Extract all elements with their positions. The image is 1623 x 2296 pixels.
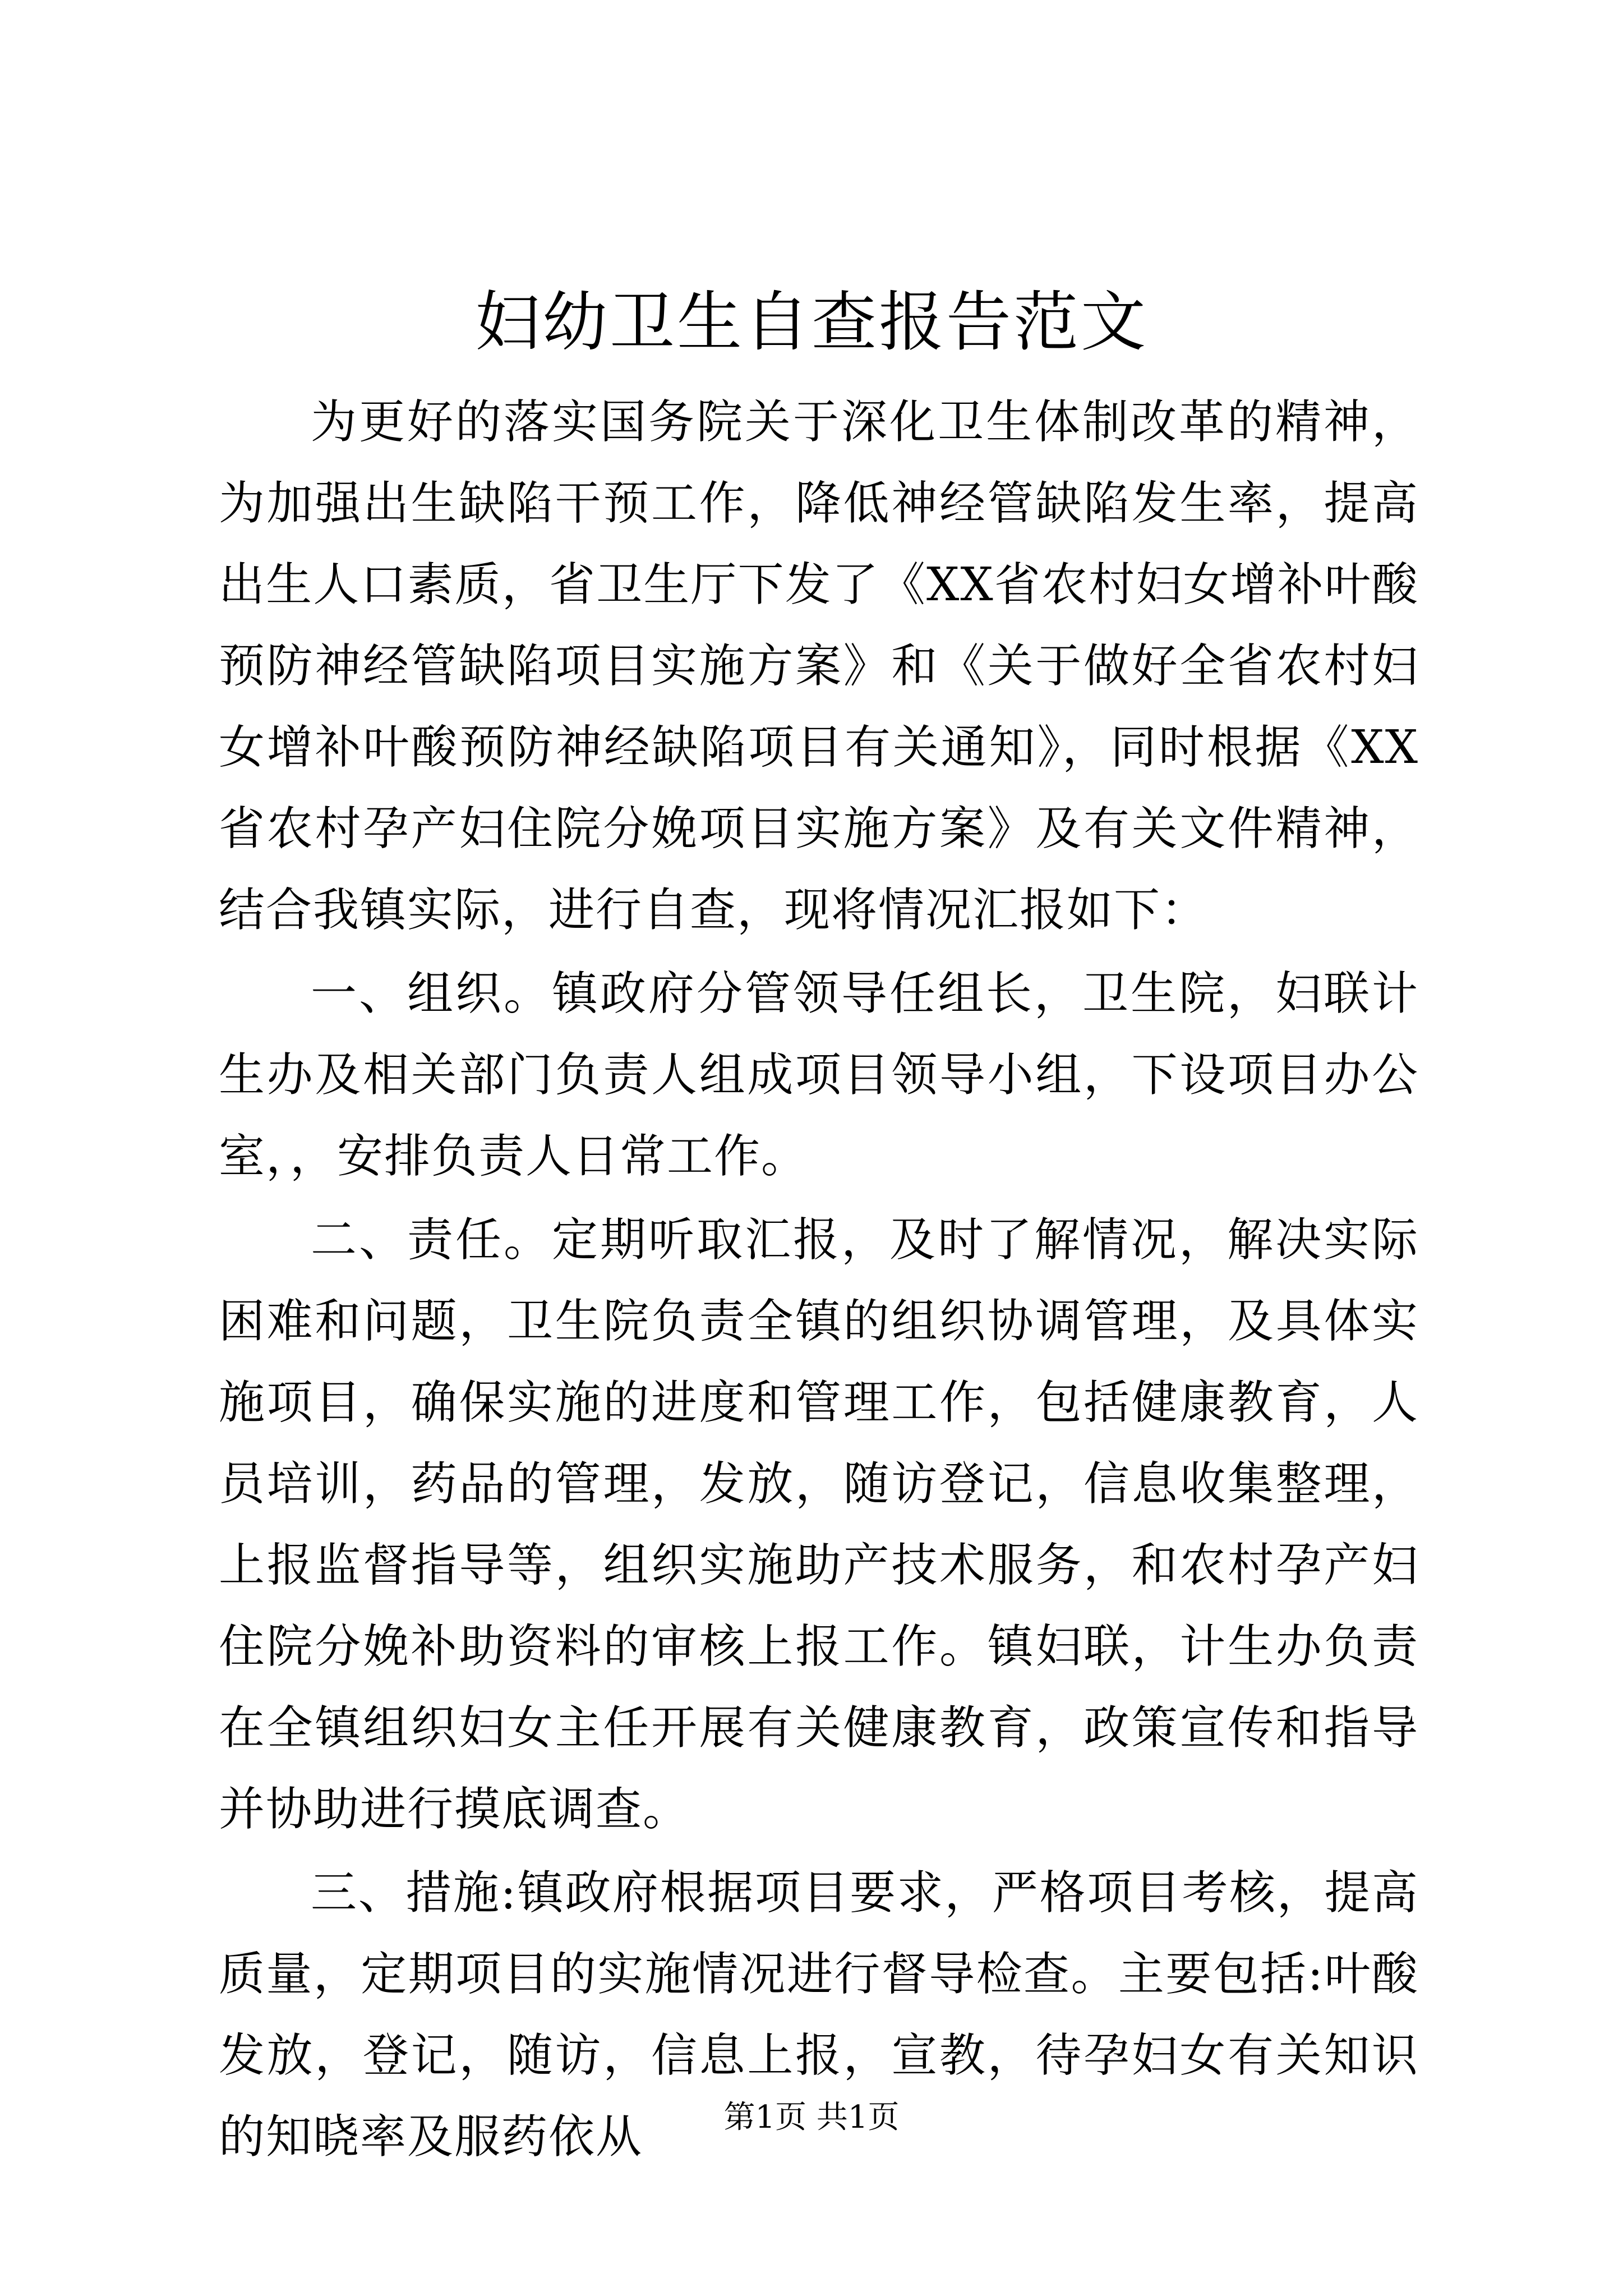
paragraph-organization: 一、组织。镇政府分管领导任组长，卫生院，妇联计生办及相关部门负责人组成项目领导小组，下设项目办公室，，安排负责人日常工作。 <box>219 967 1419 1183</box>
page-footer: 第1页 共1页 <box>723 2099 900 2136</box>
paragraph-responsibility: 二、责任。定期听取汇报，及时了解情况，解决实际困难和问题，卫生院负责全镇的组织协调管理，及具体实施项目，确保实施的进度和管理工作，包括健康教育，人员培训，药品的管理，发放，随访登记，信息收集整理，上报监督指导等，组织实施助产技术服务，和农村孕产妇住院分娩补助资料的审核上报工作。镇妇联，计生办负责在全镇组织妇女主任开展有关健康教育，政策宣传和指导并协助进行摸底调查。 <box>219 1213 1419 1836</box>
paragraph-intro: 为更好的落实国务院关于深化卫生体制改革的精神，为加强出生缺陷干预工作，降低神经管缺陷发生率，提高出生人口素质，省卫生厅下发了《XX省农村妇女增补叶酸预防神经管缺陷项目实施方案》和《关于做好全省农村妇女增补叶酸预防神经缺陷项目有关通知》，同时根据《XX省农村孕产妇住院分娩项目实施方案》及有关文件精神，结合我镇实际，进行自查，现将情况汇报如下： <box>219 395 1419 937</box>
paragraph-measures: 三、措施:镇政府根据项目要求，严格项目考核，提高质量，定期项目的实施情况进行督导检查。主要包括:叶酸发放，登记，随访，信息上报，宣教，待孕妇女有关知识的知晓率及服药依从 <box>219 1866 1419 2164</box>
document-body <box>219 381 1419 2178</box>
document-title: 妇幼卫生自查报告范文 <box>475 284 1148 360</box>
